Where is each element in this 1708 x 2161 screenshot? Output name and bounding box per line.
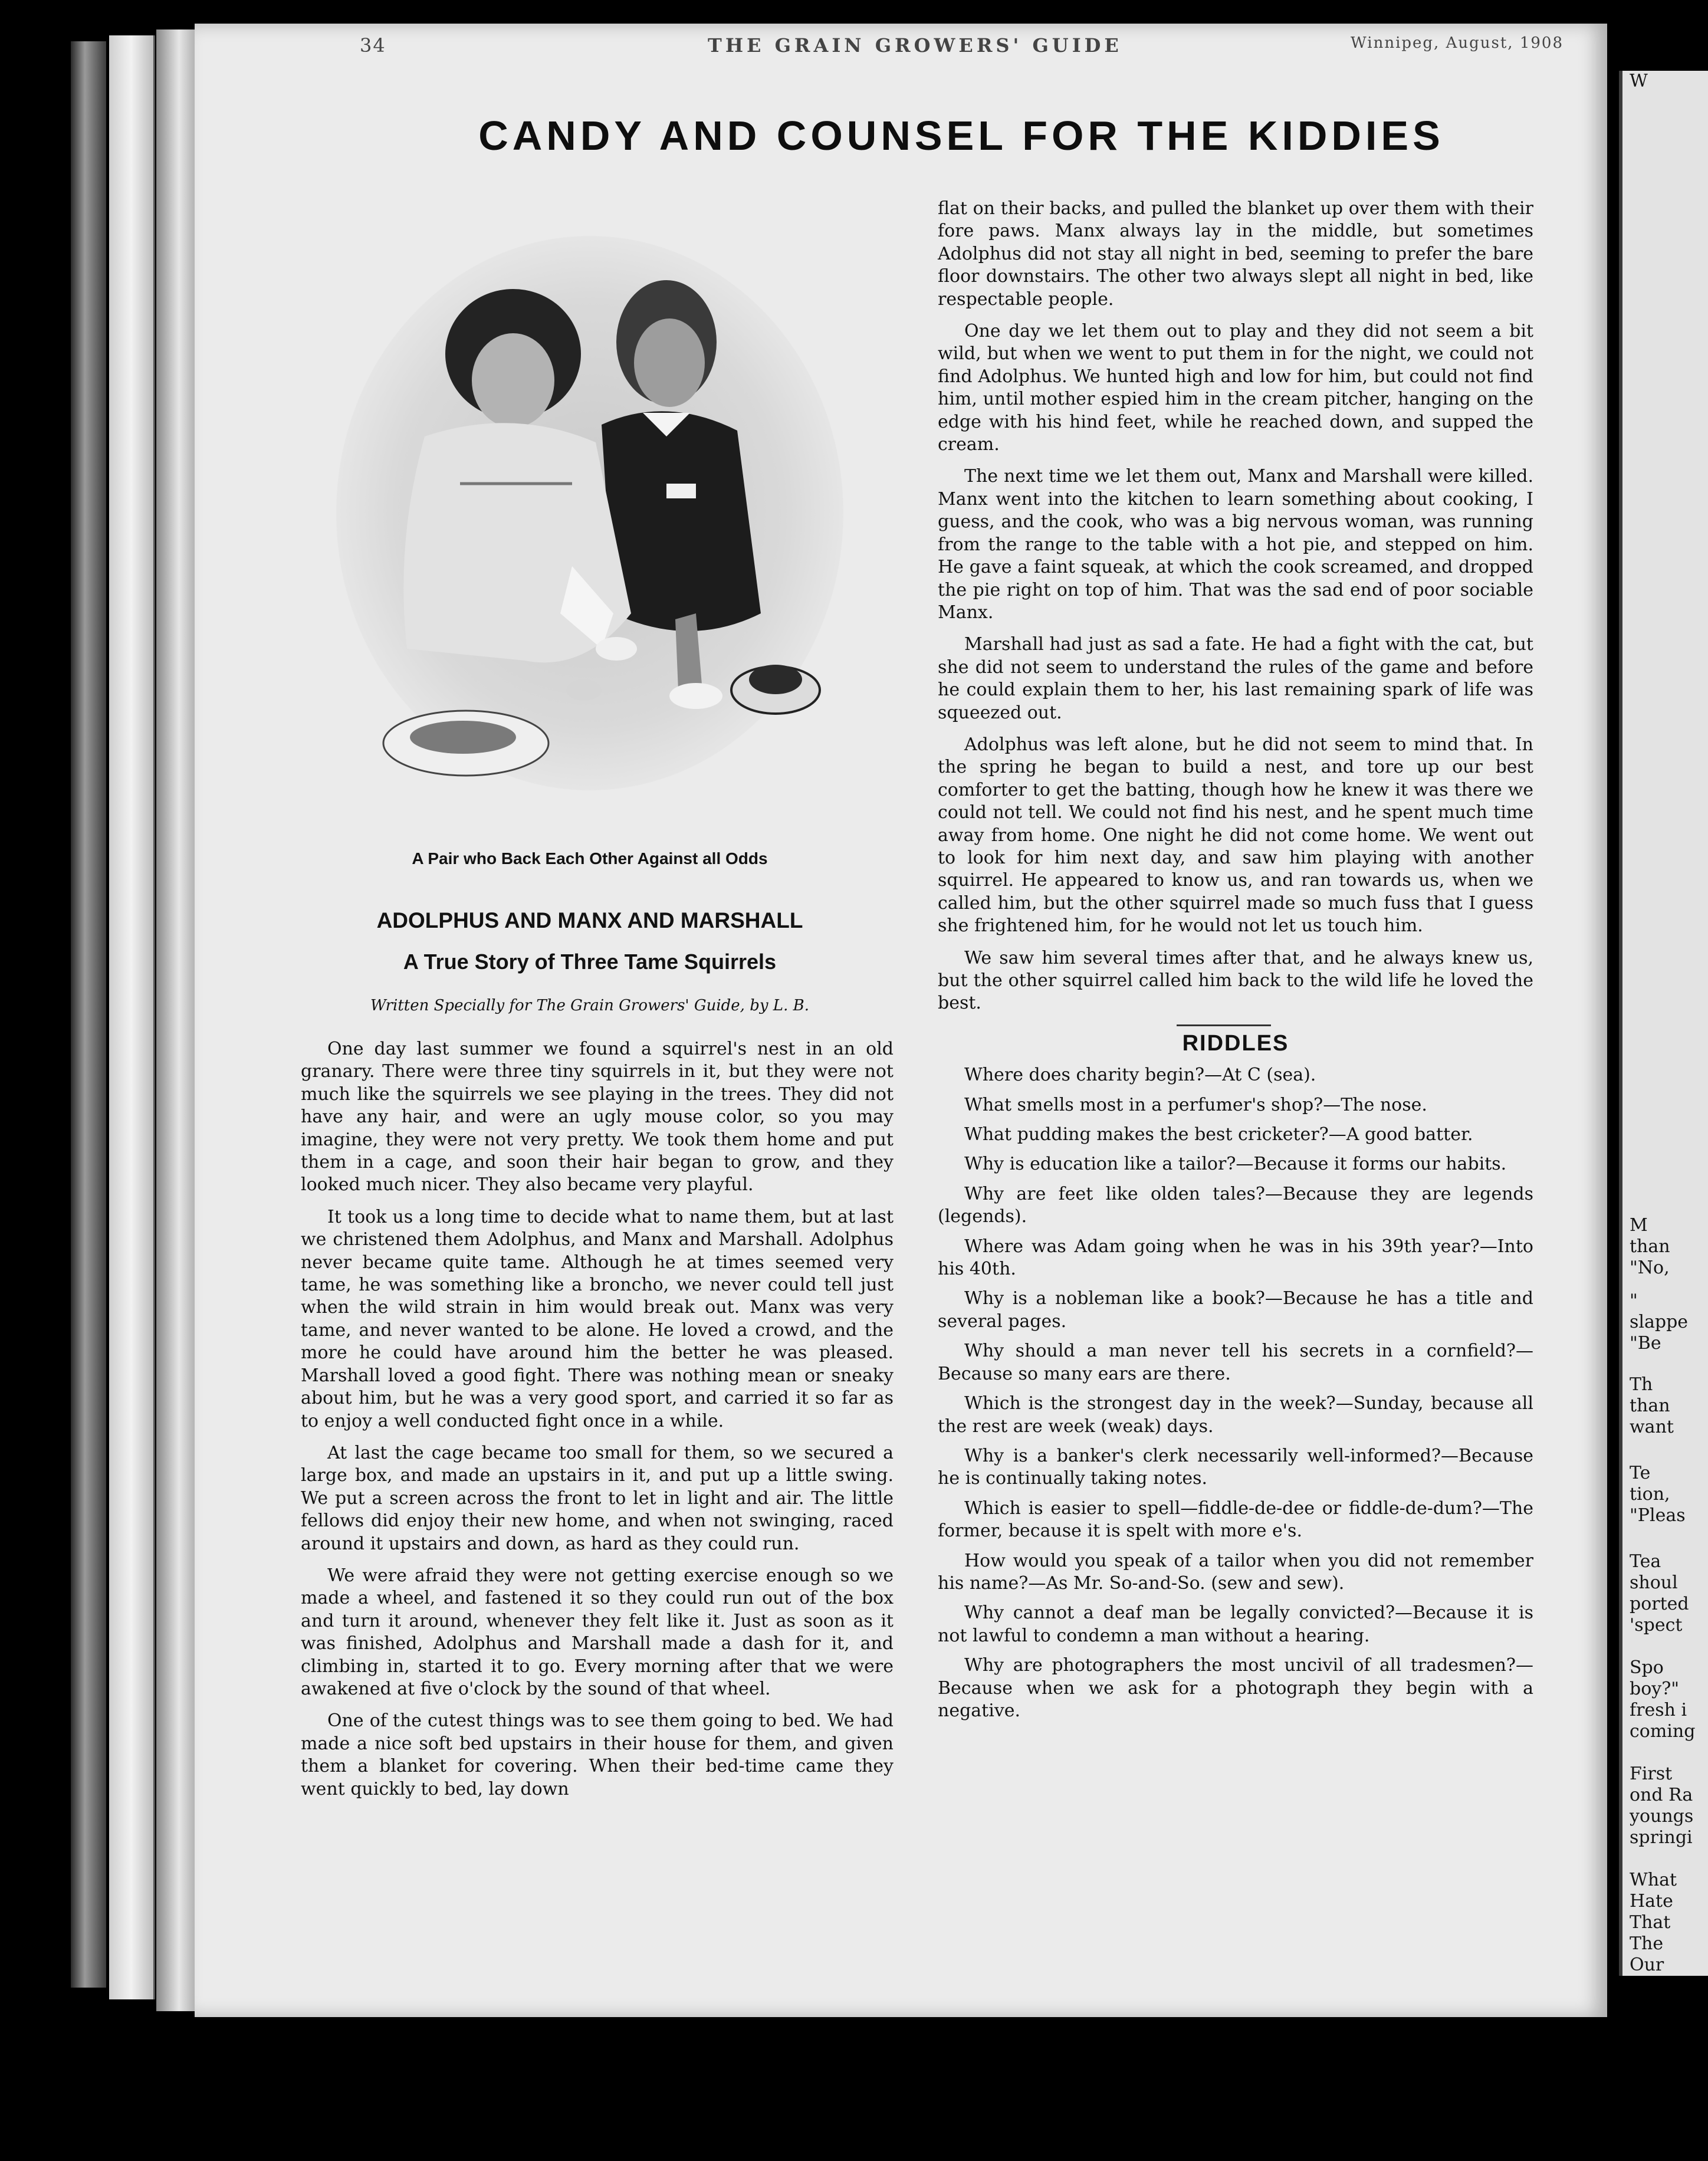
facing-page-fragment: tion,: [1630, 1484, 1670, 1505]
facing-page-fragment: than: [1630, 1236, 1670, 1257]
facing-page: [1619, 71, 1708, 1976]
facing-page-fragment: That: [1630, 1912, 1671, 1933]
facing-page-fragment: ported: [1630, 1594, 1689, 1614]
paper-name: THE GRAIN GROWERS' GUIDE: [708, 34, 1122, 57]
story-paragraph: One day we let them out to play and they did not seem a bit wild, but when we went to put them in for the night, we could not find Adolphus. We hunted high and low for him, but could not find him, until mother espied him in the cream pitcher, hanging on the edge with his hind feet, while he reached down, and supped the cream.: [938, 321, 1533, 455]
facing-page-fragment: Tea: [1630, 1551, 1661, 1572]
riddle-item: Why are feet like olden tales?—Because they are legends (legends).: [938, 1183, 1533, 1227]
story-paragraph: flat on their backs, and pulled the blanket up over them with their fore paws. Manx always lay in the middle, but sometimes Adolphus did not stay all night in bed, seeming to prefer the bare floor downstairs. The other two always slept all night in bed, like respectable people.: [938, 198, 1533, 310]
facing-page-fragment: Th: [1630, 1374, 1653, 1395]
riddle-item: Why are photographers the most uncivil of all tradesmen?—Because when we ask for a photograph they begin with a negative.: [938, 1655, 1533, 1721]
riddle-item: Why is a nobleman like a book?—Because he has a title and several pages.: [938, 1288, 1533, 1332]
story-paragraph: We saw him several times after that, and he always knew us, but the other squirrel called him back to the wild life he loved the best.: [938, 947, 1533, 1014]
facing-page-fragment: than: [1630, 1395, 1670, 1416]
facing-page-fragment: Hate: [1630, 1891, 1673, 1912]
story-paragraph: Adolphus was left alone, but he did not seem to mind that. In the spring he began to build a nest, and tore up our best comforter to get the batting, though how he knew it was there we could not tell. We could not find his nest, and he spent much time away from home. One night he did not come home. We went out to look for him next day, and saw him playing with another squirrel. He appeared to know us, and ran towards us, when we called him, but the other squirrel made so much fuss that I guess she frightened him, for he would not let us touch him.: [938, 734, 1533, 937]
facing-page-fragment: slappe: [1630, 1312, 1689, 1332]
story-paragraph: The next time we let them out, Manx and Marshall were killed. Manx went into the kitchen to learn something about cooking, I guess, and the cook, who was a big nervous woman, was running from the range to the table with a hot pie, and stepped on him. He gave a faint squeak, at which the cook screamed, and dropped the pie right on top of him. That was the sad end of poor sociable Manx.: [938, 466, 1533, 623]
section-divider: [1177, 1024, 1271, 1026]
facing-page-fragment: shoul: [1630, 1572, 1678, 1593]
story-paragraph: One of the cutest things was to see them going to bed. We had made a nice soft bed upstairs in their house for them, and given them a blanket for covering. When their bed-time came they went quickly to bed, lay down: [301, 1710, 894, 1799]
riddle-item: Why should a man never tell his secrets in a cornfield?—Because so many ears are there.: [938, 1341, 1533, 1384]
riddle-item: What pudding makes the best cricketer?—A good batter.: [964, 1124, 1473, 1145]
riddle-item: Which is easier to spell—fiddle-de-dee or fiddle-de-dum?—The former, because it is spelt with more e's.: [938, 1497, 1533, 1542]
facing-page-fragment: want: [1630, 1417, 1674, 1437]
book-edge-outer: [71, 41, 106, 1988]
story-paragraph: One day last summer we found a squirrel's nest in an old granary. There were three tiny squirrels in it, but they were not much like the squirrels we see playing in the trees. They did not have any hair, and were an ugly mouse color, so you may imagine, they were not very pretty. We took them home and put them in a cage, and soon their hair began to grow, and they looked much nicer. They also became very playful.: [301, 1039, 894, 1196]
riddle-item: What smells most in a perfumer's shop?—The nose.: [964, 1094, 1427, 1115]
facing-page-fragment: First: [1630, 1763, 1673, 1784]
riddle-item: Where does charity begin?—At C (sea).: [964, 1065, 1316, 1086]
facing-page-fragment: 'spect: [1630, 1615, 1683, 1635]
story-paragraph: It took us a long time to decide what to name them, but at last we christened them Adolphus, and Manx and Marshall. Adolphus never became quite tame. Although he at times seemed very tame, he was something like a broncho, we never could tell just when the wild strain in him would break out. Manx was very tame, and never wanted to be alone. He loved a crowd, and the more he could have around him the better he was pleased. Marshall loved a good fight. There was nothing mean or sneaky about him, but he was a very good sport, and carried it so far as to enjoy a well conducted fight once in a while.: [301, 1206, 894, 1431]
facing-page-fragment: ond Ra: [1630, 1785, 1693, 1805]
facing-page-fragment: The: [1630, 1933, 1664, 1954]
facing-page-fragment: fresh i: [1630, 1700, 1687, 1720]
facing-page-fragment: What: [1630, 1870, 1677, 1890]
riddles-list: [938, 1064, 1533, 1722]
facing-page-fragment: Te: [1630, 1463, 1651, 1483]
facing-page-fragment: W: [1630, 71, 1648, 91]
facing-page-fragment: Our: [1630, 1955, 1664, 1975]
riddle-item: Which is the strongest day in the week?—Sunday, because all the rest are week (weak) days.: [938, 1393, 1533, 1437]
story-paragraph: At last the cage became too small for them, so we secured a large box, and made an upstairs in it, and put up a little swing. We put a screen across the front to let in light and air. The little fellows did enjoy their new home, and when not swinging, raced around it upstairs and down, as hard as they could run.: [301, 1442, 894, 1554]
page-number: 34: [360, 34, 386, 57]
story-paragraph: We were afraid they were not getting exercise enough so we made a wheel, and fastened it so they could run out of the box and turn it around, whenever they felt like it. Just as soon as it was finished, Adolphus and Marshall made a dash for it, and climbing in, started it to go. Every morning after that we were awakened at five o'clock by the sound of that wheel.: [301, 1565, 894, 1699]
facing-page-fragment: ": [1630, 1290, 1638, 1311]
story-column-left: [301, 1038, 894, 1810]
facing-page-fragment: boy?": [1630, 1679, 1680, 1699]
children-photograph: [336, 236, 843, 826]
newspaper-page: [195, 24, 1607, 2017]
book-edge-middle: [109, 35, 155, 1999]
facing-page-fragment: M: [1630, 1215, 1648, 1236]
facing-page-fragment: coming: [1630, 1721, 1696, 1742]
story-subtitle: A True Story of Three Tame Squirrels: [403, 950, 777, 974]
facing-page-fragment: youngs: [1630, 1806, 1694, 1827]
riddle-item: How would you speak of a tailor when you did not remember his name?—As Mr. So-and-So. (sew and sew).: [938, 1550, 1533, 1594]
story-title: ADOLPHUS AND MANX AND MARSHALL: [376, 908, 803, 932]
section-masthead: CANDY AND COUNSEL FOR THE KIDDIES: [478, 113, 1444, 159]
story-byline: Written Specially for The Grain Growers' Guide, by L. B.: [370, 997, 809, 1014]
story-column-right: [938, 198, 1533, 1729]
story-paragraph: Marshall had just as sad a fate. He had a fight with the cat, but she did not seem to understand the rules of the game and before he could explain them to her, his last remaining spark of life was squeezed out.: [938, 634, 1533, 723]
riddle-item: Why is education like a tailor?—Because it forms our habits.: [964, 1154, 1507, 1175]
book-edge-inner: [156, 29, 198, 2011]
facing-page-fragment: "Pleas: [1630, 1505, 1686, 1526]
facing-page-fragment: "Be: [1630, 1333, 1661, 1354]
photo-caption: A Pair who Back Each Other Against all Odds: [412, 849, 768, 868]
issue-date: Winnipeg, August, 1908: [1351, 34, 1564, 52]
riddle-item: Why cannot a deaf man be legally convicted?—Because it is not lawful to condemn a man without a hearing.: [938, 1602, 1533, 1646]
facing-page-fragment: springi: [1630, 1827, 1693, 1848]
facing-page-fragment: "No,: [1630, 1257, 1670, 1278]
riddle-item: Where was Adam going when he was in his 39th year?—Into his 40th.: [938, 1236, 1533, 1280]
riddle-item: Why is a banker's clerk necessarily well-informed?—Because he is continually taking notes.: [938, 1445, 1533, 1489]
riddles-heading: RIDDLES: [1182, 1030, 1289, 1056]
facing-page-fragment: Spo: [1630, 1657, 1664, 1678]
